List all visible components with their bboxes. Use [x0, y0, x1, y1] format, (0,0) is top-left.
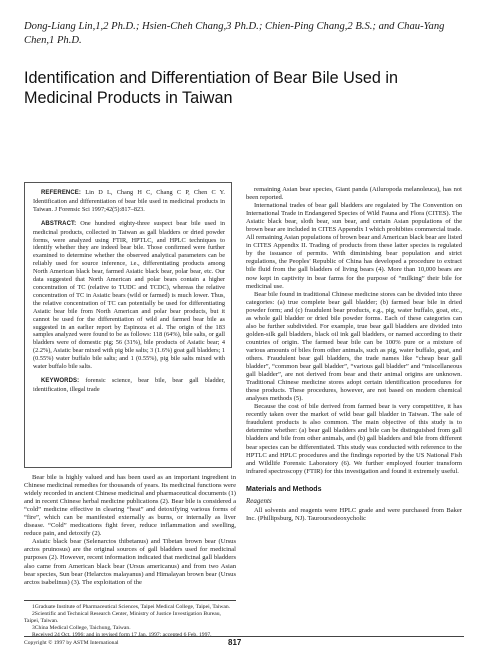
keywords-label: KEYWORDS:	[41, 377, 80, 384]
page-number: 817	[228, 638, 242, 647]
keywords-text: forensic science, bear bile, bear gall bladder, identification, illegal trade	[33, 376, 225, 393]
reference-paragraph	[33, 189, 225, 214]
copyright-notice: Copyright © 1997 by ASTM International	[24, 640, 119, 646]
body-paragraph: Because the cost of bile derived from farmed bear is very competitive, it has recently taken over the market of wild bear gall bladder in Taiwan. The sale of fraudulent products is also common. The main objective of this study is to determine whether: (a) bear gall bladders and bile can be distinguished from gall bladders and bile from other animals, and (b) gall bladders and bile from different bear species can be differentiated. This study was conducted with reference to the HPTLC and HPLC procedures and the findings reported by the US National Fish and Wildlife Forensic Laboratory (6). We further employed fourier transform infrared spectroscopy (FTIR) for this investigation and found it extremely useful.	[246, 403, 462, 475]
reference-text: Lin D L, Chang H C, Chang C P, Chen C Y. Identification and differentiation of bear bile used in medicinal products in Taiwan. J Forensic Sci 1997;42(5):817–823.	[33, 189, 225, 213]
abstract-text: One hundred eighty-three suspect bear bile used in medicinal products, collected in Taiwan as gall bladders or dried powder forms, were analyzed using FTIR, HPTLC, and HPLC techniques to identify whether they are indeed bear bile. Those confirmed were further examined to determine whether the observed analytical parameters can be reliably used for source inference, i.e., differentiating products among North American black bear, farmed Asiatic black bear, polar bear, etc. Our data suggested that North American and polar bears contain a higher concentration of TC (relative to TUDC and TCDC), whereas the relative concentration of TC in Asiatic bears (wild or farmed) is much lower. Thus, the relative concentration of TC can potentially be used for differentiating Asiatic bear bile from North American and polar bear products, but it cannot be used for the differentiation of wild and farmed bear bile as suggested in an earlier report by Espinoza et al. The origin of the 183 samples analyzed were found to be as follows: 118 (64%), bile salts, or gall bladders were of domestic pig; 56 (31%), bile products of Asiatic bear; 4 (2.2%), Asiatic bear mixed with pig bile salts; 3 (1.6%) goat gall bladders; 1 (0.55%) water buffalo bile salts; and 1 (0.55%), pig bile salts mixed with water buffalo bile salts.	[33, 219, 226, 371]
footer-rule	[24, 636, 464, 637]
abstract-box	[24, 182, 232, 468]
body-paragraph: International trades of bear gall bladders are regulated by The Convention on International Trade in Endangered Species of Wild Fauna and Flora (CITES). The Asiatic black bear, sloth bear, sun bear, and certain Asian populations of the brown bear are included in CITES Appendix I which prohibites commercial trade. All remaining Asian populations of brown bear and American black bear are listed in CITES Appendix II. Trading of products from these latter species is regulated by the issuance of permits. With diminishing bear population and strict regulations, the Peoples' Republic of China has developed a procedure to extract bile fluid from the gall bladders of living bears (4). More than 10,000 bears are now kept in captivity in bear farms for the purpose of “milking” their bile for medicinal use.	[246, 202, 462, 290]
footnote: 2Scientific and Technical Research Center, Ministry of Justice Investigation Bureau, Taipei, Taiwan.	[24, 610, 221, 624]
right-column	[246, 186, 462, 523]
footnotes	[24, 600, 236, 639]
footnote: 1Graduate Institute of Pharmaceutical Sciences, Taipei Medical College, Taipei, Taiwan.	[32, 604, 231, 610]
footnote: Received 24 Oct. 1996; and in revised form 17 Jan. 1997; accepted 6 Feb. 1997.	[32, 631, 212, 638]
body-paragraph: Asiatic black bear (Selenarctos thibetanus) and Tibetan brown bear (Ursus arctos pruinosus) are the original sources of gall bladders used for medicinal purposes (2). However, recent information indicated that medicinal gall bladders also came from American black bear (Ursus americanus) and from two Asian bear species, Sun bear (Helarctos malayanus) and Himalayan brown bear (Ursus arctos isabelinus) (3). The exploitation of the	[24, 538, 236, 586]
body-paragraph: All solvents and reagents were HPLC grade and were purchased from Baker Inc. (Phillipsburg, NJ). Tauroursodeoxycholic	[246, 506, 462, 522]
subsection-heading: Reagents	[246, 496, 272, 505]
paper-title: Identification and Differentiation of Bear Bile Used in Medicinal Products in Taiwan	[24, 69, 399, 107]
abstract-paragraph	[33, 220, 225, 371]
body-paragraph: remaining Asian bear species, Giant panda (Ailuropoda melanoleuca), has not been reported.	[246, 186, 462, 202]
abstract-label: ABSTRACT:	[41, 220, 77, 227]
body-paragraph: Bear bile found in traditional Chinese medicine stores can be divided into three categories: (a) true complete bear gall bladder; (b) farmed bear bile in dried powder form; and (c) fraudulent bear products, e.g., pig, water buffalo, goat, etc., as whole gall bladder or dried bile powder forms. Each of these categories can also be further subdivided. For example, true bear gall bladders are divided into golden-silk gall bladders, black oil ink gall bladders, or named according to their countries of origin. The farmed bear bile can be 100% pure or a mixture of various amounts of biles from other animals, such as pig, water buffalo, goat, and others. Fraudulent bear gall bladders, the trade names like “cheap bear gall bladder”, “common bear gall bladder”, “various gall bladder” and “miscellaneous gall bladder”, are not derived from bear and their animal origins are unknown. Traditional Chinese medicine stores adopt certain identification procedures for these products. These procedures, however, are not based on modern chemical analyses methods (5).	[246, 290, 462, 403]
authors-line: Dong-Liang Lin,1,2 Ph.D.; Hsien-Cheh Chang,3 Ph.D.; Chien-Ping Chang,2 B.S.; and Chau-Yang Chen,1 Ph.D.	[24, 21, 445, 46]
left-column	[24, 474, 236, 587]
section-heading: Materials and Methods	[246, 485, 322, 493]
body-paragraph: Bear bile is highly valued and has been used as an important ingredient in Chinese medicinal remedies for thousands of years. Its medicinal functions were widely recorded in ancient Chinese medicinal and pharmaceutical documents (1) and in recent Chinese herbal medicine publications (2). Bear bile is considered a “cold” medicine effective in clearing “heat” and detoxifying various forms of “fire”, which can be manifested externally as burns, or internally as liver disease. “Cold” medications fight fever, reduce inflammation and swelling, reduce pain, and detoxify (2).	[24, 474, 236, 538]
keywords-paragraph	[33, 377, 225, 394]
footnote: 3China Medical College, Taichung, Taiwan.	[32, 624, 131, 631]
reference-label: REFERENCE:	[41, 190, 82, 196]
